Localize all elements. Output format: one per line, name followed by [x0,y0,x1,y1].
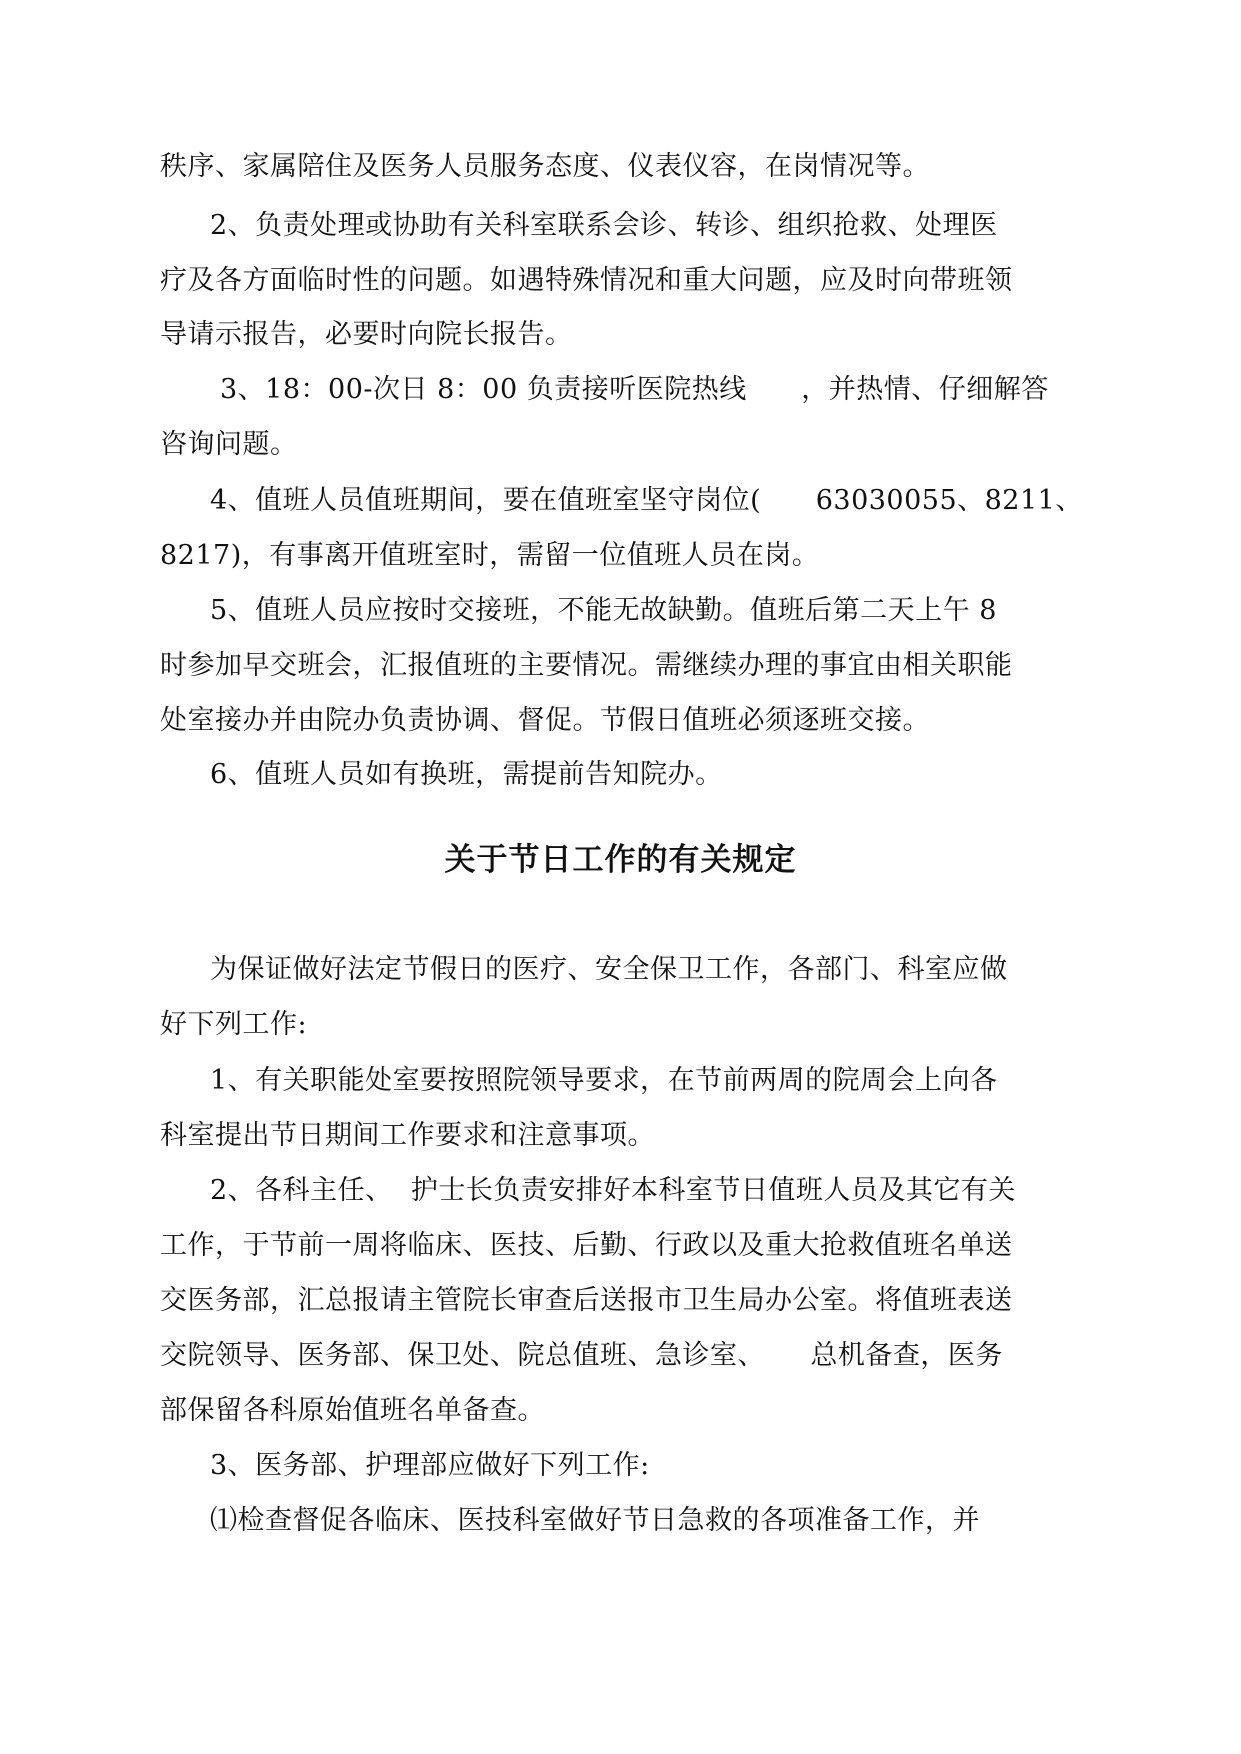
text-line: 工作，于节前一周将临床、医技、后勤、行政以及重大抢救值班名单送 [160,1230,1013,1261]
text-line: ⑴检查督促各临床、医技科室做好节日急救的各项准备工作，并 [210,1505,980,1536]
text-line: 部保留各科原始值班名单备查。 [160,1395,545,1426]
text-line: 3、医务部、护理部应做好下列工作: [210,1450,650,1481]
text-line: 咨询问题。 [160,429,298,460]
text-line: 2、负责处理或协助有关科室联系会诊、转诊、组织抢救、处理医 [210,210,998,241]
text-line: 疗及各方面临时性的问题。如遇特殊情况和重大问题，应及时向带班领 [160,265,1013,296]
text-line: 时参加早交班会，汇报值班的主要情况。需继续办理的事宜由相关职能 [160,650,1013,681]
text-line: 6、值班人员如有换班，需提前告知院办。 [210,759,723,790]
text-line: 4、值班人员值班期间，要在值班室坚守岗位( 63030055、8211、 [210,485,1083,516]
text-line: 科室提出节日期间工作要求和注意事项。 [160,1120,655,1151]
text-line: 导请示报告，必要时向院长报告。 [160,319,573,350]
text-line: 1、有关职能处室要按照院领导要求，在节前两周的院周会上向各 [210,1065,998,1096]
text-line: 交院领导、医务部、保卫处、院总值班、急诊室、 总机备查，医务 [160,1340,1003,1371]
text-line: 好下列工作: [160,1009,308,1040]
text-line: 为保证做好法定节假日的医疗、安全保卫工作，各部门、科室应做 [210,954,1008,985]
section-title: 关于节日工作的有关规定 [444,842,797,878]
text-line: 处室接办并由院办负责协调、督促。节假日值班必须逐班交接。 [160,705,930,736]
text-line: 秩序、家属陪住及医务人员服务态度、仪表仪容，在岗情况等。 [160,151,930,182]
text-line: 2、各科主任、 护士长负责安排好本科室节日值班人员及其它有关 [210,1175,1016,1206]
text-line: 5、值班人员应按时交接班，不能无故缺勤。值班后第二天上午 8 [210,595,997,626]
text-line: 3、18：00-次日 8：00 负责接听医院热线 ，并热情、仔细解答 [220,374,1049,405]
text-line: 8217)，有事离开值班室时，需留一位值班人员在岗。 [160,540,820,571]
text-line: 交医务部，汇总报请主管院长审查后送报市卫生局办公室。将值班表送 [160,1285,1013,1316]
